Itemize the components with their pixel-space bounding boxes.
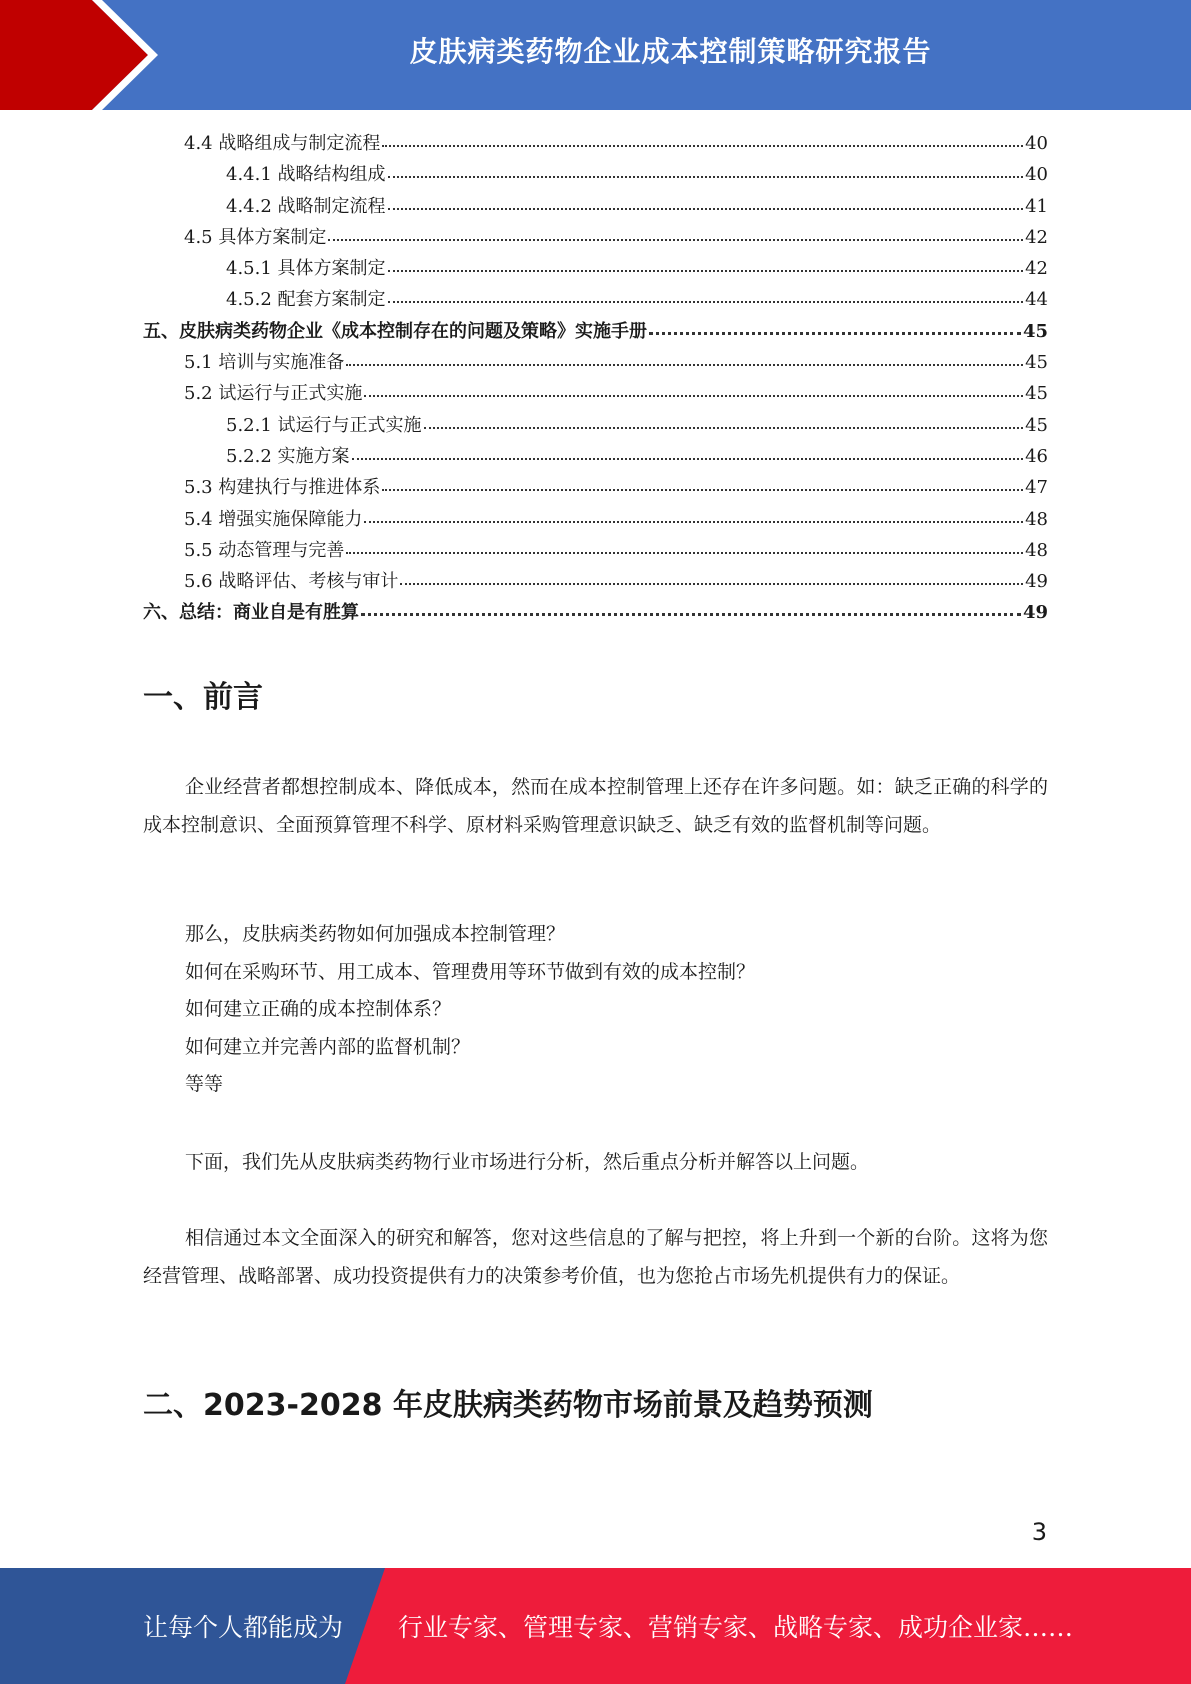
- toc-entry-label: 5.4 增强实施保障能力: [184, 508, 363, 530]
- toc-dot-leader: [388, 300, 1024, 303]
- toc-entry-label: 5.2 试运行与正式实施: [184, 383, 363, 405]
- toc-dot-leader: [352, 457, 1024, 460]
- section-heading-preface: 一、前言: [143, 680, 263, 715]
- toc-dot-leader: [382, 144, 1023, 147]
- toc-entry-page: 45: [1025, 414, 1048, 436]
- toc-entry[interactable]: [143, 597, 1048, 628]
- toc-entry-page: 48: [1025, 508, 1048, 530]
- toc-dot-leader: [388, 269, 1024, 272]
- toc-entry[interactable]: [143, 128, 1048, 159]
- toc-entry-page: 49: [1022, 602, 1048, 624]
- toc-entry-label: 5.2.1 试运行与正式实施: [226, 414, 422, 436]
- toc-entry[interactable]: [143, 472, 1048, 503]
- toc-entry-page: 42: [1025, 226, 1048, 248]
- toc-entry-label: 5.5 动态管理与完善: [184, 539, 345, 561]
- page-footer: [0, 1568, 1191, 1684]
- toc-entry-page: 45: [1025, 383, 1048, 405]
- toc-dot-leader: [388, 175, 1024, 178]
- toc-entry-label: 4.4.2 战略制定流程: [226, 195, 386, 217]
- toc-entry-page: 42: [1025, 258, 1048, 280]
- toc-entry[interactable]: [143, 284, 1048, 315]
- toc-entry-label: 4.4 战略组成与制定流程: [184, 133, 381, 154]
- toc-entry-page: 49: [1025, 571, 1048, 593]
- toc-dot-leader: [361, 612, 1021, 616]
- toc-entry[interactable]: [143, 316, 1048, 347]
- toc-entry-label: 五、皮肤病类药物企业《成本控制存在的问题及策略》实施手册: [143, 320, 647, 342]
- toc-entry[interactable]: [143, 347, 1048, 378]
- paragraph-analysis: 下面，我们先从皮肤病类药物行业市场进行分析，然后重点分析并解答以上问题。: [185, 1151, 870, 1173]
- toc-entry[interactable]: [143, 504, 1048, 535]
- toc-dot-leader: [346, 363, 1023, 366]
- paragraph-conclusion: 相信通过本文全面深入的研究和解答，您对这些信息的了解与把控，将上升到一个新的台阶。这将为您经营管理、战略部署、成功投资提供有力的决策参考价值，也为您抢占市场先机提供有力的保证。: [143, 1227, 1048, 1287]
- page-header: [0, 0, 1191, 110]
- paragraph-intro: 企业经营者都想控制成本、降低成本，然而在成本控制管理上还存在许多问题。如：缺乏正确的科学的成本控制意识、全面预算管理不科学、原材料采购管理意识缺乏、缺乏有效的监督机制等问题。: [143, 776, 1048, 836]
- toc-dot-leader: [364, 520, 1023, 523]
- toc-entry-label: 4.5.2 配套方案制定: [226, 289, 386, 311]
- toc-entry[interactable]: [143, 410, 1048, 441]
- toc-entry[interactable]: [143, 441, 1048, 472]
- toc-entry[interactable]: [143, 191, 1048, 222]
- toc-dot-leader: [346, 551, 1023, 554]
- toc-dot-leader: [400, 582, 1023, 585]
- toc-entry-page: 47: [1025, 477, 1048, 499]
- toc-entry-page: 40: [1025, 164, 1048, 186]
- toc-dot-leader: [649, 331, 1021, 335]
- toc-entry-page: 41: [1025, 195, 1048, 217]
- toc-entry-label: 4.5.1 具体方案制定: [226, 258, 386, 280]
- toc-dot-leader: [364, 394, 1023, 397]
- toc-entry-page: 48: [1025, 539, 1048, 561]
- question-item: 如何建立正确的成本控制体系？: [185, 998, 452, 1020]
- toc-dot-leader: [388, 207, 1024, 210]
- question-list: [185, 916, 755, 1104]
- toc-entry-label: 4.5 具体方案制定: [184, 226, 327, 248]
- toc-entry-page: 40: [1025, 133, 1048, 154]
- toc-dot-leader: [328, 238, 1023, 241]
- toc-dot-leader: [382, 488, 1023, 491]
- section-heading-market-forecast: 二、2023-2028 年皮肤病类药物市场前景及趋势预测: [143, 1388, 873, 1423]
- toc-dot-leader: [424, 426, 1024, 429]
- toc-entry[interactable]: [143, 253, 1048, 284]
- question-item: 如何在采购环节、用工成本、管理费用等环节做到有效的成本控制？: [185, 960, 756, 983]
- toc-entry-label: 5.3 构建执行与推进体系: [184, 477, 381, 499]
- toc-entry[interactable]: [143, 566, 1048, 597]
- table-of-contents: [143, 128, 1048, 629]
- toc-entry-label: 4.4.1 战略结构组成: [226, 164, 386, 186]
- question-item: 如何建立并完善内部的监督机制？: [185, 1035, 471, 1058]
- toc-entry-label: 5.1 培训与实施准备: [184, 352, 345, 374]
- toc-entry-page: 44: [1025, 289, 1048, 311]
- toc-entry[interactable]: [143, 159, 1048, 190]
- toc-entry[interactable]: [143, 222, 1048, 253]
- header-title: 皮肤病类药物企业成本控制策略研究报告: [409, 35, 932, 68]
- toc-entry[interactable]: [143, 378, 1048, 409]
- toc-entry-label: 六、总结：商业自是有胜算: [143, 602, 359, 624]
- toc-entry-label: 5.2.2 实施方案: [226, 445, 350, 467]
- toc-entry-label: 5.6 战略评估、考核与审计: [184, 571, 399, 593]
- question-item: 等等: [185, 1073, 224, 1095]
- footer-slogan-right: 行业专家、管理专家、营销专家、战略专家、成功企业家……: [398, 1613, 1074, 1642]
- toc-entry-page: 45: [1025, 352, 1048, 374]
- toc-entry[interactable]: [143, 535, 1048, 566]
- question-item: 那么，皮肤病类药物如何加强成本控制管理？: [185, 923, 566, 945]
- toc-entry-page: 45: [1022, 320, 1048, 342]
- page-number: 3: [1031, 1518, 1047, 1546]
- toc-entry-page: 46: [1025, 445, 1048, 467]
- footer-slogan-left: 让每个人都能成为: [143, 1613, 344, 1642]
